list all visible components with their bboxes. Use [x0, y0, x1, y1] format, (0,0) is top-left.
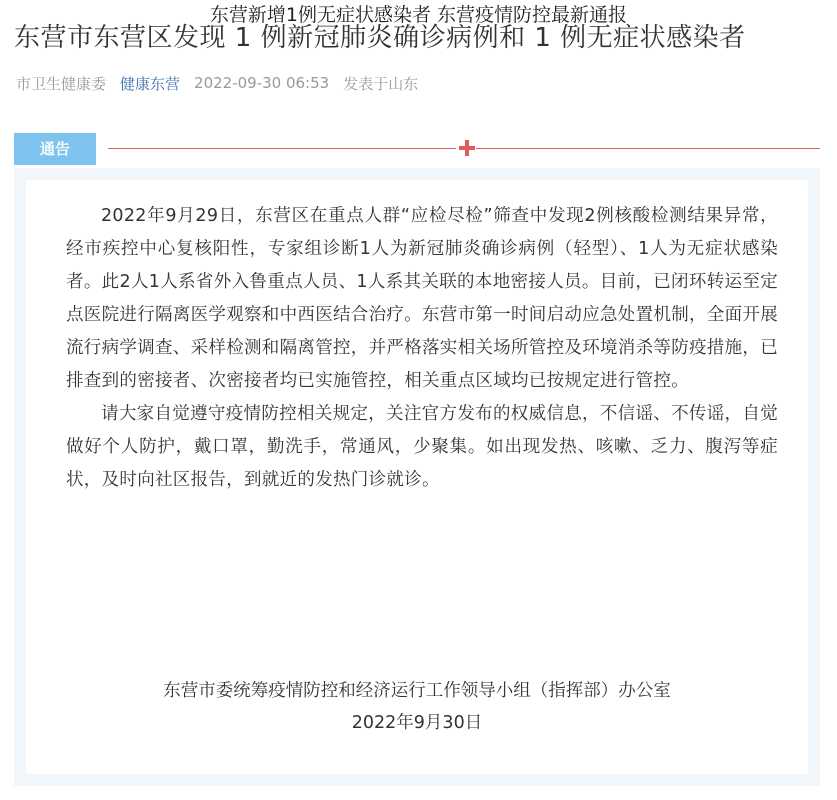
notice-header	[14, 133, 820, 165]
notice-content-frame	[14, 168, 820, 786]
signature-date: 2022年9月30日	[351, 713, 483, 733]
meta-source: 市卫生健康委	[16, 74, 107, 93]
notice-tag: 通告	[14, 133, 96, 165]
notice-content	[26, 180, 808, 774]
article-meta	[16, 70, 418, 96]
divider-right	[476, 148, 820, 149]
divider-left	[108, 148, 456, 149]
meta-location: 发表于山东	[343, 74, 419, 93]
article-title: 东营市东营区发现 1 例新冠肺炎确诊病例和 1 例无症状感染者	[14, 23, 746, 53]
paragraph-2: 请大家自觉遵守疫情防控相关规定，关注官方发布的权威信息，不信谣、不传谣，自觉做好个人防护，戴口罩，勤洗手，常通风，少聚集。如出现发热、咳嗽、乏力、腹泻等症状，及时向社区报告，到就近的发热门诊就诊。	[66, 404, 778, 490]
meta-datetime: 2022-09-30 06:53	[194, 74, 330, 92]
signature-organization: 东营市委统筹疫情防控和经济运行工作领导小组（指挥部）办公室	[163, 681, 671, 701]
meta-account-link[interactable]: 健康东营	[120, 74, 181, 93]
cross-icon	[457, 138, 477, 158]
overlay-caption: 东营新增1例无症状感染者 东营疫情防控最新通报	[209, 4, 628, 26]
paragraph-1: 2022年9月29日，东营区在重点人群“应检尽检”筛查中发现2例核酸检测结果异常，经市疾控中心复核阳性，专家组诊断1人为新冠肺炎确诊病例（轻型）、1人为无症状感染者。此2人1人系省外入鲁重点人员、1人系其关联的本地密接人员。目前，已闭环转运至定点医院进行隔离医学观察和中西医结合治疗。东营市第一时间启动应急处置机制，全面开展流行病学调查、采样检测和隔离管控，并严格落实相关场所管控及环境消杀等防疫措施，已排查到的密接者、次密接者均已实施管控，相关重点区域均已按规定进行管控。	[66, 206, 778, 391]
